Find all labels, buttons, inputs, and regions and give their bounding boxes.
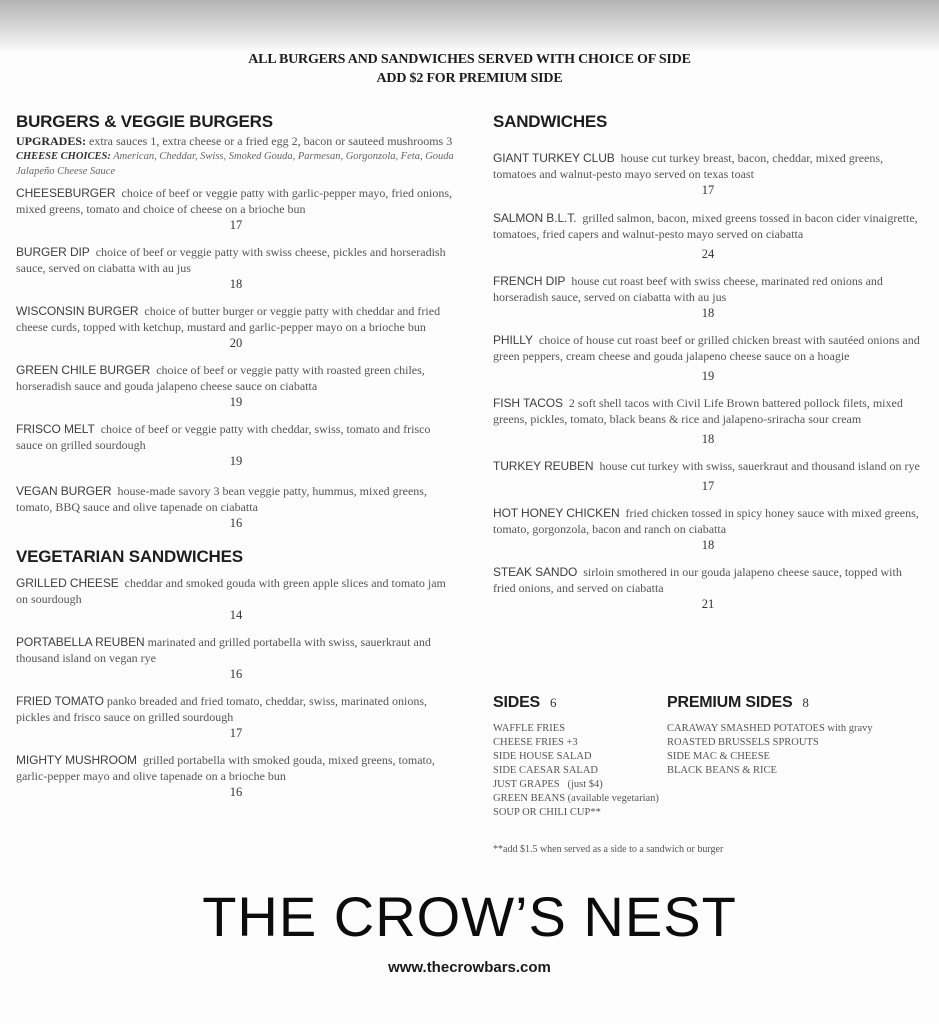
item-price: 24: [701, 247, 715, 261]
sides-footnote: **add $1.5 when served as a side to a sandwich or burger: [493, 844, 724, 855]
item-name: CHEESEBURGER: [16, 186, 116, 200]
menu-item-mighty-mushroom: [16, 752, 456, 800]
cheese-choices-text: American, Cheddar, Swiss, Smoked Gouda, Parmesan, Gorgonzola, Feta, Gouda Jalapeño Cheese Sauce: [16, 151, 454, 177]
upgrades-note: [16, 134, 456, 149]
premium-side-item: BLACK BEANS & RICE: [667, 765, 777, 776]
menu-item-fried-tomato: [16, 693, 456, 741]
item-name: FRIED TOMATO: [16, 694, 104, 708]
menu-item-french-dip: [493, 273, 923, 321]
burgers-section: [16, 110, 456, 531]
item-name: PHILLY: [493, 333, 533, 347]
premium-sides-list: [667, 722, 927, 778]
section-title-sandwiches: SANDWICHES: [493, 112, 608, 131]
vegetarian-section: [16, 545, 456, 800]
premium-sides-heading: [667, 694, 927, 712]
item-name: HOT HONEY CHICKEN: [493, 506, 620, 520]
item-price: 20: [229, 336, 243, 350]
item-price: 18: [701, 538, 715, 552]
item-price: 21: [701, 597, 715, 611]
item-price: 19: [229, 454, 243, 468]
item-price: 17: [701, 183, 715, 197]
item-name: GREEN CHILE BURGER: [16, 363, 151, 377]
item-description: choice of beef or veggie patty with swiss cheese, pickles and horseradish sauce, served on ciabatta with au jus: [16, 245, 446, 275]
menu-item-portabella-reuben: [16, 634, 456, 682]
item-name: FISH TACOS: [493, 396, 563, 410]
side-item: SIDE CAESAR SALAD: [493, 765, 599, 776]
item-description: house cut turkey with swiss, sauerkraut and thousand island on rye: [599, 459, 920, 473]
menu-item-philly: [493, 332, 923, 384]
menu-item-fish-tacos: [493, 395, 923, 447]
item-price: 17: [229, 726, 243, 740]
item-description: 2 soft shell tacos with Civil Life Brown battered pollock filets, mixed greens, pickles, tomato, black beans & rice and jalapeno-sriracha sour cream: [493, 396, 903, 426]
menu-item-hot-honey-chicken: [493, 505, 923, 553]
side-item: WAFFLE FRIES: [493, 723, 566, 734]
item-price: 19: [701, 369, 715, 383]
item-description: grilled salmon, bacon, mixed greens tossed in bacon cider vinaigrette, tomatoes, fried capers and walnut-pesto mayo served on ciabatta: [493, 211, 918, 241]
premium-sides-price: 8: [802, 695, 809, 710]
item-description: fried chicken tossed in spicy honey sauce with mixed greens, tomato, gorgonzola, bacon and ranch on ciabatta: [493, 506, 919, 536]
side-item: SOUP OR CHILI CUP**: [493, 807, 601, 818]
item-description: marinated and grilled portabella with swiss, sauerkraut and thousand island on vegan rye: [16, 635, 431, 665]
menu-item-steak-sando: [493, 564, 923, 612]
premium-side-item: ROASTED BRUSSELS SPROUTS: [667, 737, 819, 748]
item-price: 18: [701, 306, 715, 320]
upgrades-label: UPGRADES:: [16, 134, 87, 148]
item-description: house cut turkey breast, bacon, cheddar, mixed greens, tomatoes and walnut-pesto mayo served on texas toast: [493, 151, 884, 181]
item-description: sirloin smothered in our gouda jalapeno cheese sauce, topped with fried onions, and served on ciabatta: [493, 565, 902, 595]
item-name: SALMON B.L.T.: [493, 211, 577, 225]
restaurant-name: THE CROW’S NEST: [202, 885, 737, 948]
item-name: GIANT TURKEY CLUB: [493, 151, 615, 165]
premium-side-item: CARAWAY SMASHED POTATOES with gravy: [667, 723, 873, 734]
menu-item-frisco-melt: [16, 421, 456, 469]
item-description: choice of house cut roast beef or grilled chicken breast with sautéed onions and green peppers, cream cheese and gouda jalapeno cheese sauce on a hoagie: [493, 333, 920, 363]
sides-section: [493, 694, 693, 820]
sandwiches-section: [493, 110, 923, 612]
item-name: WISCONSIN BURGER: [16, 304, 139, 318]
item-name: VEGAN BURGER: [16, 484, 112, 498]
item-description: cheddar and smoked gouda with green apple slices and tomato jam on sourdough: [16, 576, 446, 606]
item-name: GRILLED CHEESE: [16, 576, 119, 590]
sides-heading: [493, 694, 693, 712]
item-price: 17: [229, 218, 243, 232]
premium-side-item: SIDE MAC & CHEESE: [667, 751, 770, 762]
item-price: 18: [701, 432, 715, 446]
item-price: 16: [229, 667, 243, 681]
item-description: house cut roast beef with swiss cheese, marinated red onions and horseradish sauce, served on ciabatta with au jus: [493, 274, 883, 304]
upgrades-text: extra sauces 1, extra cheese or a fried egg 2, bacon or sauteed mushrooms 3: [86, 134, 453, 148]
menu-item-green-chile-burger: [16, 362, 456, 410]
notice-line-1: ALL BURGERS AND SANDWICHES SERVED WITH CHOICE OF SIDE: [248, 52, 691, 67]
side-notice: [0, 50, 939, 88]
website-link[interactable]: www.thecrowbars.com: [388, 959, 551, 976]
premium-sides-section: [667, 694, 927, 778]
left-column: [16, 110, 456, 800]
item-name: TURKEY REUBEN: [493, 459, 594, 473]
item-name: STEAK SANDO: [493, 565, 578, 579]
item-description: choice of beef or veggie patty with roasted green chiles, horseradish sauce and gouda jalapeno cheese sauce on ciabatta: [16, 363, 425, 393]
item-price: 16: [229, 785, 243, 799]
sides-list: [493, 722, 693, 820]
side-item: JUST GRAPES (just $4): [493, 779, 603, 790]
notice-line-2: ADD $2 FOR PREMIUM SIDE: [376, 71, 563, 86]
cheese-choices-label: CHEESE CHOICES:: [16, 151, 111, 162]
item-description: grilled portabella with smoked gouda, mixed greens, tomato, garlic-pepper mayo and olive tapenade on a brioche bun: [16, 753, 435, 783]
item-name: PORTABELLA REUBEN: [16, 635, 145, 649]
item-price: 19: [229, 395, 243, 409]
item-price: 16: [229, 516, 243, 530]
item-name: BURGER DIP: [16, 245, 90, 259]
right-column: [493, 110, 923, 612]
menu-item-giant-turkey-club: [493, 150, 923, 198]
item-name: FRENCH DIP: [493, 274, 566, 288]
section-title-burgers: BURGERS & VEGGIE BURGERS: [16, 112, 273, 131]
item-description: choice of beef or veggie patty with cheddar, swiss, tomato and frisco sauce on grilled sourdough: [16, 422, 431, 452]
item-description: choice of beef or veggie patty with garlic-pepper mayo, fried onions, mixed greens, tomato and choice of cheese on a brioche bun: [16, 186, 453, 216]
top-shadow: [0, 0, 939, 52]
item-name: MIGHTY MUSHROOM: [16, 753, 137, 767]
menu-item-grilled-cheese: [16, 575, 456, 623]
section-title-vegetarian: VEGETARIAN SANDWICHES: [16, 547, 243, 566]
side-item: GREEN BEANS (available vegetarian): [493, 793, 659, 804]
sides-price: 6: [550, 695, 557, 710]
item-description: choice of butter burger or veggie patty with cheddar and fried cheese curds, topped with ketchup, mustard and garlic-pepper mayo on a brioche bun: [16, 304, 441, 334]
sides-title: SIDES: [493, 694, 541, 711]
item-price: 17: [701, 479, 715, 493]
item-price: 14: [229, 608, 243, 622]
item-description: panko breaded and fried tomato, cheddar, swiss, marinated onions, pickles and frisco sauce on grilled sourdough: [16, 694, 428, 724]
menu-item-burger-dip: [16, 244, 456, 292]
premium-sides-title: PREMIUM SIDES: [667, 694, 793, 711]
menu-item-salmon-blt: [493, 210, 923, 262]
item-description: house-made savory 3 bean veggie patty, hummus, mixed greens, tomato, BBQ sauce and olive tapenade on ciabatta: [16, 484, 427, 514]
cheese-choices-note: [16, 149, 456, 179]
menu-item-wisconsin-burger: [16, 303, 456, 351]
item-name: FRISCO MELT: [16, 422, 95, 436]
menu-item-vegan-burger: [16, 483, 456, 531]
side-item: SIDE HOUSE SALAD: [493, 751, 592, 762]
side-item: CHEESE FRIES +3: [493, 737, 578, 748]
item-price: 18: [229, 277, 243, 291]
menu-item-turkey-reuben: [493, 458, 923, 494]
menu-item-cheeseburger: [16, 185, 456, 233]
